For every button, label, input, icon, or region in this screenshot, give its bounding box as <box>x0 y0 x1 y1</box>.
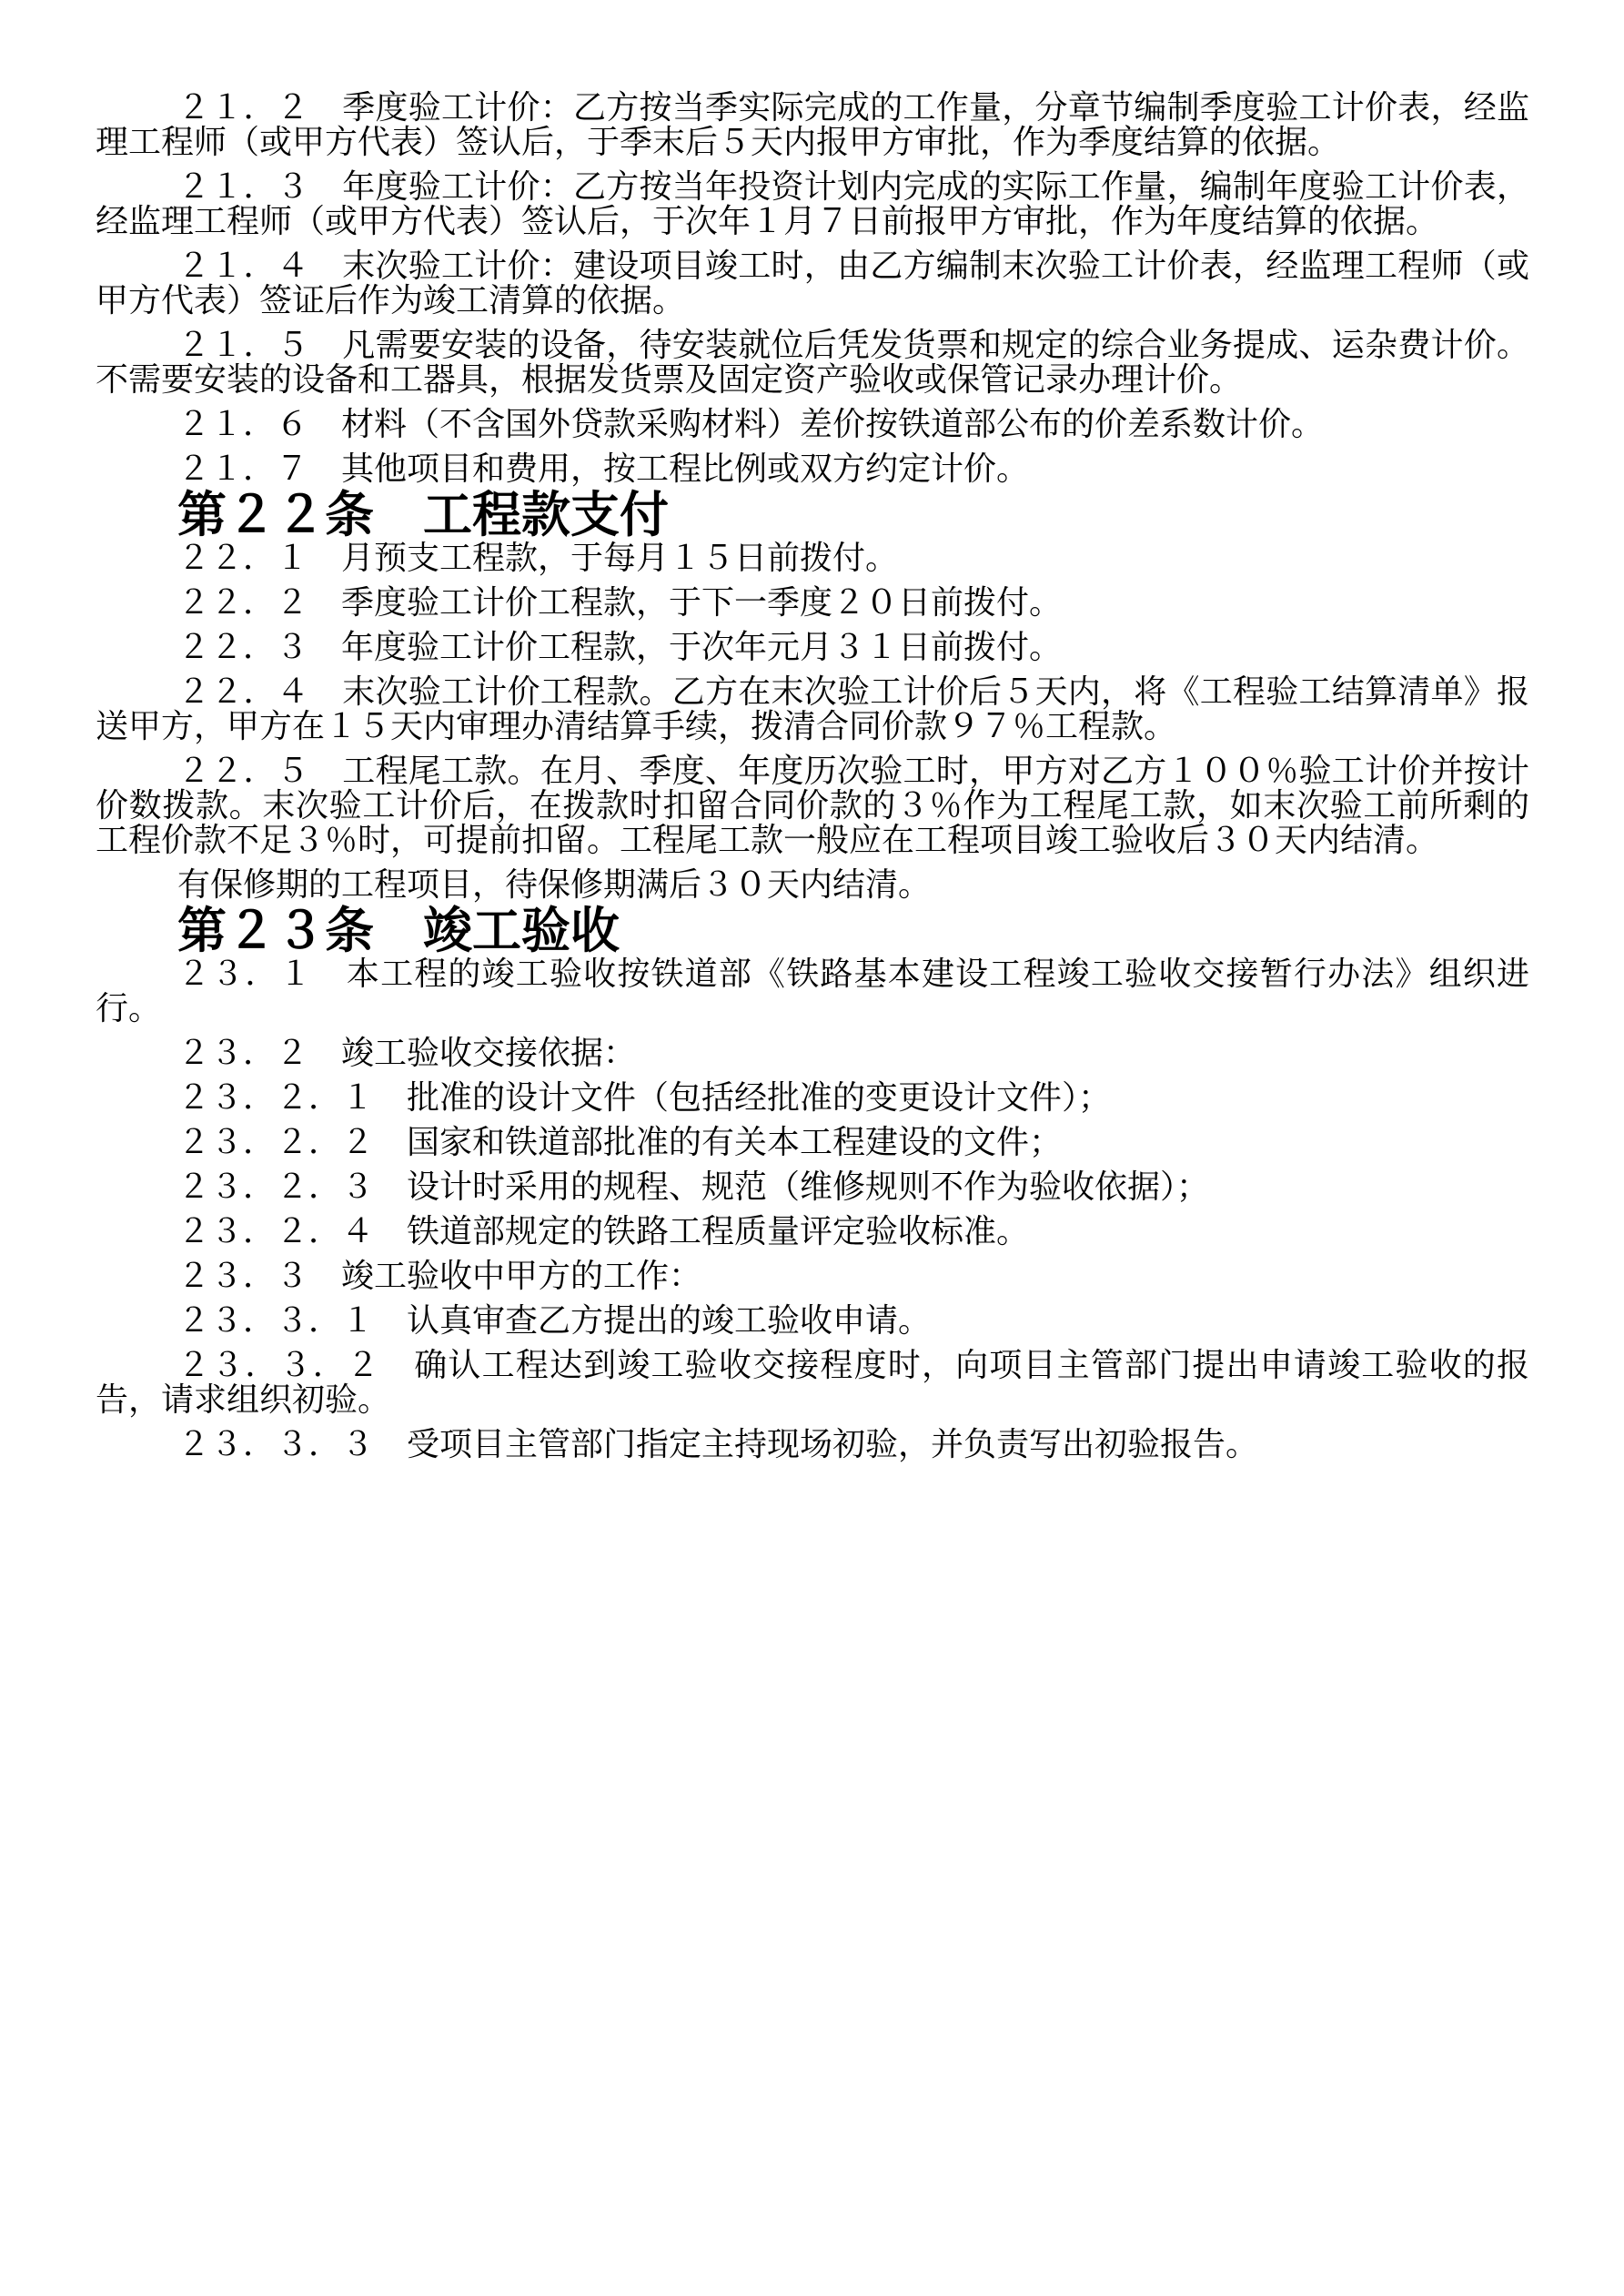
clause-paragraph-23-2-4: ２３．２．４ 铁道部规定的铁路工程质量评定验收标准。 <box>177 1213 1030 1250</box>
clause-paragraph-23-3-2: ２３．３．２ 确认工程达到竣工验收交接程度时，向项目主管部门提出申请竣工验收的报告，请求组织初验。 <box>96 1347 1529 1419</box>
clause-paragraph-21-5: ２１．５ 凡需要安装的设备，待安装就位后凭发货票和规定的综合业务提成、运杂费计价。不需要安装的设备和工器具，根据发货票及固定资产验收或保管记录办理计价。 <box>96 327 1529 399</box>
clause-paragraph-21-3: ２１．３ 年度验工计价：乙方按当年投资计划内完成的实际工作量，编制年度验工计价表，经监理工程师（或甲方代表）签认后，于次年１月７日前报甲方审批，作为年度结算的依据。 <box>96 168 1529 240</box>
clause-paragraph-22-1: ２２．１ 月预支工程款，于每月１５日前拨付。 <box>177 540 899 577</box>
clause-paragraph-23-2-1: ２３．２．１ 批准的设计文件（包括经批准的变更设计文件）； <box>177 1079 1112 1117</box>
clause-paragraph-23-2: ２３．２ 竣工验收交接依据： <box>177 1035 637 1072</box>
clause-paragraph-21-6: ２１．６ 材料（不含国外贷款采购材料）差价按铁道部公布的价差系数计价。 <box>177 406 1325 443</box>
clause-paragraph-21-2: ２１．２ 季度验工计价：乙方按当季实际完成的工作量，分章节编制季度验工计价表，经监理工程师（或甲方代表）签认后，于季末后５天内报甲方审批，作为季度结算的依据。 <box>96 89 1529 161</box>
clause-paragraph-21-7: ２１．７ 其他项目和费用，按工程比例或双方约定计价。 <box>177 450 1030 488</box>
article-heading-23: 第２３条 竣工验收 <box>177 901 620 959</box>
clause-paragraph-23-3-1: ２３．３．１ 认真审查乙方提出的竣工验收申请。 <box>177 1302 932 1340</box>
clause-paragraph-22-2: ２２．２ 季度验工计价工程款，于下一季度２０日前拨付。 <box>177 584 1063 622</box>
clause-paragraph-22-5: ２２．５ 工程尾工款。在月、季度、年度历次验工时，甲方对乙方１００％验工计价并按计价数拨款。末次验工计价后，在拨款时扣留合同价款的３％作为工程尾工款，如末次验工前所剩的工程价款不足３％时，可提前扣留。工程尾工款一般应在工程项目竣工验收后３０天内结清。 <box>96 753 1529 859</box>
clause-paragraph-23-1: ２３．１ 本工程的竣工验收按铁道部《铁路基本建设工程竣工验收交接暂行办法》组织进行。 <box>96 956 1529 1027</box>
clause-paragraph-warranty: 有保修期的工程项目，待保修期满后３０天内结清。 <box>177 866 932 904</box>
clause-paragraph-23-3: ２３．３ 竣工验收中甲方的工作： <box>177 1258 702 1295</box>
clause-paragraph-21-4: ２１．４ 末次验工计价：建设项目竣工时，由乙方编制末次验工计价表，经监理工程师（或甲方代表）签证后作为竣工清算的依据。 <box>96 248 1529 319</box>
clause-paragraph-22-4: ２２．４ 末次验工计价工程款。乙方在末次验工计价后５天内，将《工程验工结算清单》报送甲方，甲方在１５天内审理办清结算手续，拨清合同价款９７％工程款。 <box>96 673 1529 745</box>
clause-paragraph-22-3: ２２．３ 年度验工计价工程款，于次年元月３１日前拨付。 <box>177 629 1063 666</box>
clause-paragraph-23-2-2: ２３．２．２ 国家和铁道部批准的有关本工程建设的文件； <box>177 1124 1063 1161</box>
clause-paragraph-23-2-3: ２３．２．３ 设计时采用的规程、规范（维修规则不作为验收依据）； <box>177 1168 1210 1206</box>
clause-paragraph-23-3-3: ２３．３．３ 受项目主管部门指定主持现场初验，并负责写出初验报告。 <box>177 1426 1259 1463</box>
article-heading-22: 第２２条 工程款支付 <box>177 485 669 543</box>
